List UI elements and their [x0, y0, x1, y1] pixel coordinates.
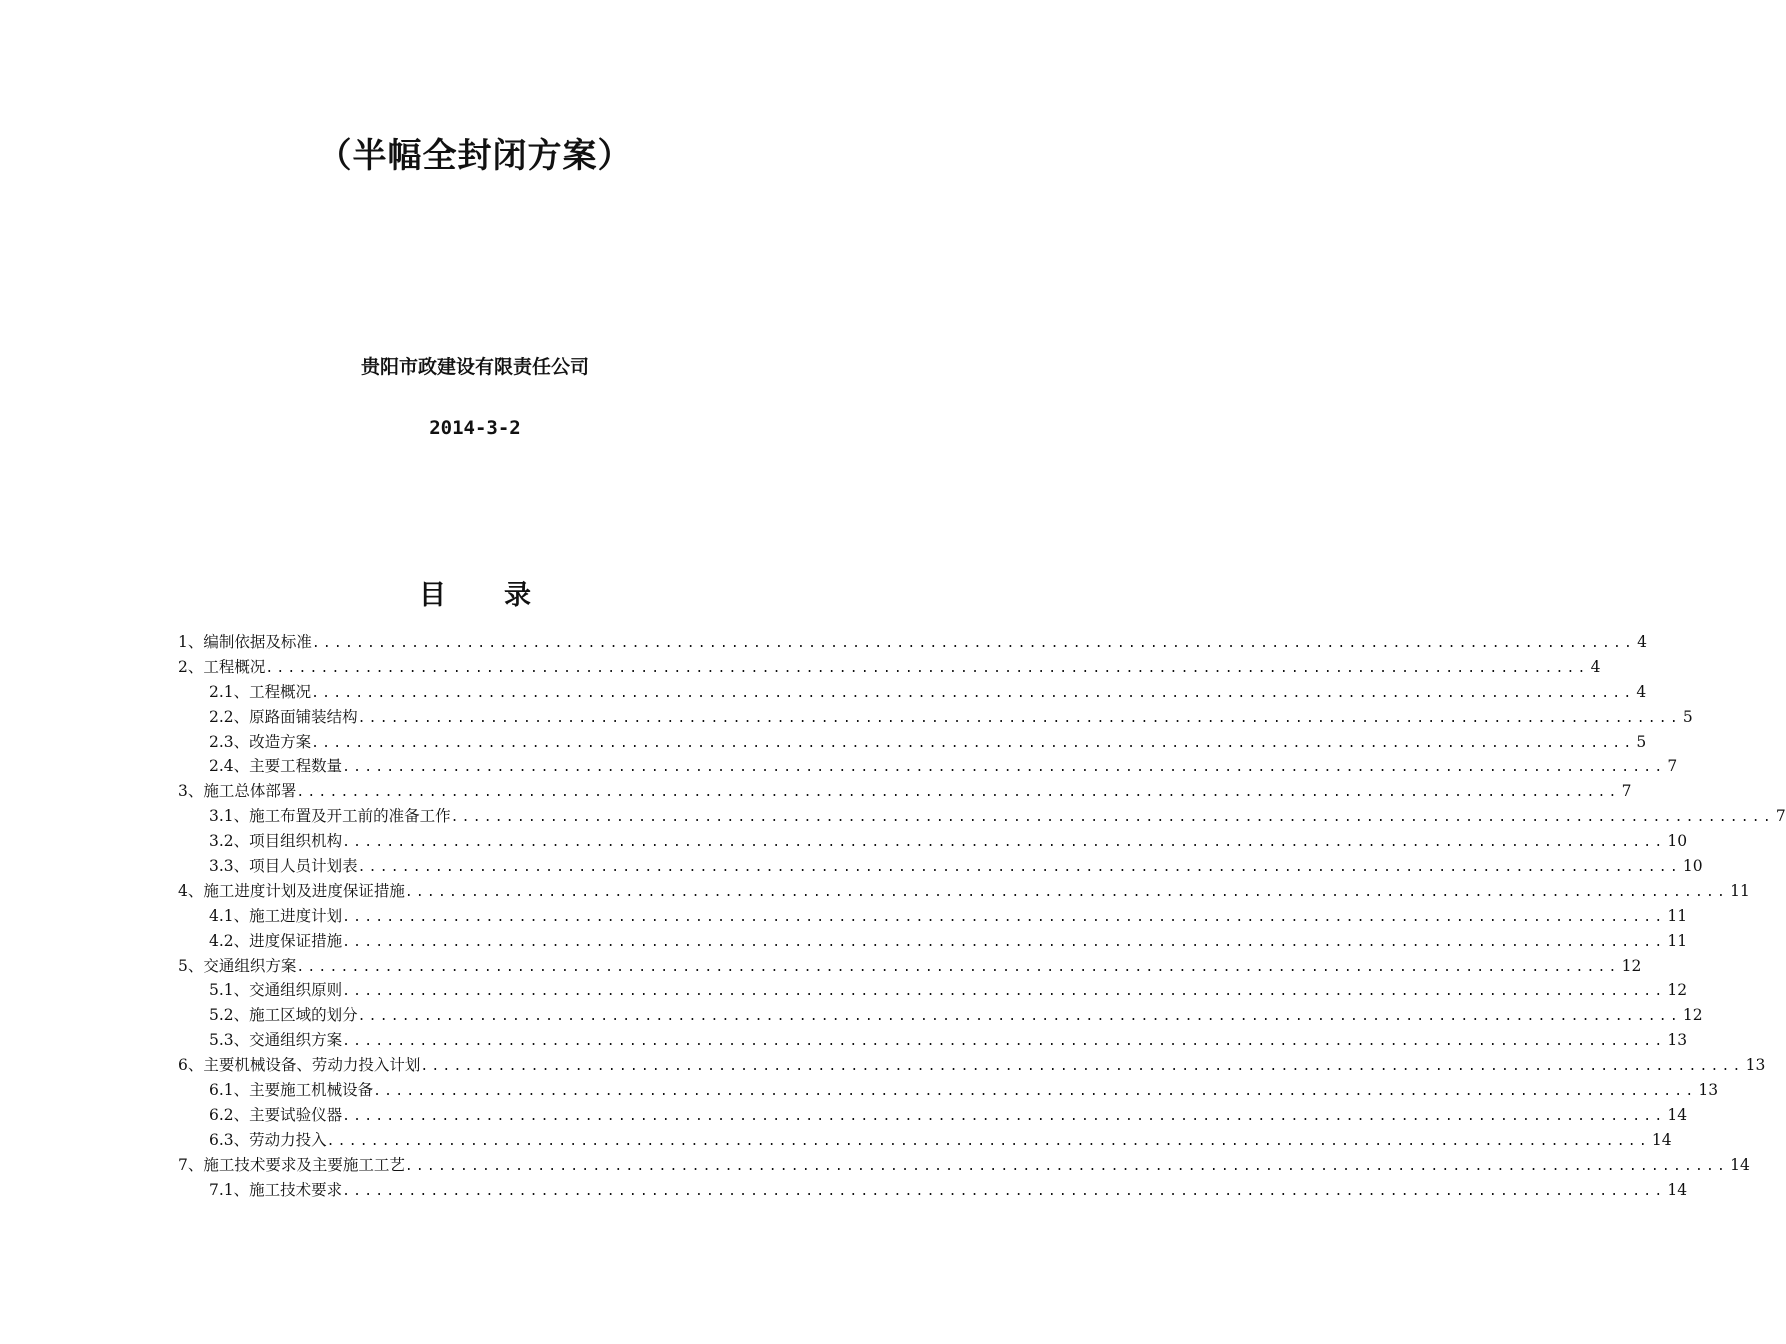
toc-dot-leader: ........................................................................................................................ [342, 909, 1666, 925]
toc-entry-page: 11 [1730, 881, 1750, 900]
toc-heading-right: 录 [504, 580, 531, 611]
toc-entry-page: 7 [1667, 757, 1678, 776]
table-of-contents [178, 630, 1786, 1202]
document-title: （半幅全封闭方案） [317, 136, 633, 176]
toc-entry[interactable] [178, 929, 1688, 954]
toc-entry-page: 10 [1667, 832, 1688, 851]
toc-dot-leader: ........................................................................................................................ [342, 760, 1666, 776]
toc-entry-page: 5 [1636, 732, 1647, 751]
toc-entry-label: 6.1、主要施工机械设备 [209, 1081, 374, 1100]
toc-entry[interactable] [178, 754, 1678, 779]
toc-entry[interactable] [178, 680, 1647, 705]
toc-dot-leader: ........................................................................................................................ [342, 934, 1666, 950]
toc-entry-page: 13 [1745, 1056, 1766, 1075]
toc-dot-leader: ........................................................................................................................ [357, 1009, 1681, 1025]
toc-entry-page: 14 [1730, 1155, 1750, 1174]
toc-dot-leader: ........................................................................................................................ [404, 1158, 1729, 1174]
toc-entry[interactable] [178, 978, 1688, 1003]
toc-entry-label: 2.3、改造方案 [209, 732, 312, 751]
toc-dot-leader: ........................................................................................................................ [450, 810, 1774, 826]
company-name: 贵阳市政建设有限责任公司 [360, 356, 589, 378]
toc-dot-leader: ........................................................................................................................ [342, 1034, 1666, 1050]
toc-dot-leader: ........................................................................................................................ [420, 1059, 1744, 1075]
toc-entry-page: 14 [1651, 1130, 1672, 1149]
toc-dot-leader: ........................................................................................................................ [404, 884, 1729, 900]
toc-entry-page: 4 [1590, 657, 1601, 676]
toc-entry[interactable] [178, 1053, 1766, 1078]
toc-dot-leader: ........................................................................................................................ [357, 710, 1681, 726]
toc-entry-label: 2、工程概况 [178, 657, 266, 676]
toc-entry[interactable] [178, 904, 1688, 929]
toc-entry-label: 3.2、项目组织机构 [209, 832, 343, 851]
toc-entry[interactable] [178, 804, 1786, 829]
toc-entry[interactable] [178, 655, 1601, 680]
toc-dot-leader: ........................................................................................................................ [373, 1084, 1697, 1100]
toc-entry[interactable] [178, 779, 1632, 804]
toc-entry[interactable] [178, 730, 1647, 755]
toc-entry-page: 12 [1667, 981, 1688, 1000]
toc-entry-label: 1、编制依据及标准 [178, 633, 312, 651]
toc-dot-leader: ........................................................................................................................ [265, 660, 1589, 676]
toc-entry-label: 2.2、原路面铺装结构 [209, 707, 358, 726]
toc-entry-page: 12 [1682, 1006, 1703, 1025]
toc-entry[interactable] [178, 1178, 1688, 1203]
toc-entry-page: 4 [1636, 682, 1647, 701]
toc-entry-label: 6、主要机械设备、劳动力投入计划 [178, 1056, 421, 1075]
toc-heading-left: 目 [419, 580, 446, 611]
toc-entry-page: 14 [1667, 1105, 1688, 1124]
toc-entry-label: 5、交通组织方案 [178, 956, 297, 975]
toc-entry-label: 5.1、交通组织原则 [209, 981, 343, 1000]
toc-entry[interactable] [178, 1003, 1703, 1028]
toc-dot-leader: ........................................................................................................................ [342, 835, 1666, 851]
toc-entry-page: 14 [1667, 1180, 1688, 1199]
toc-dot-leader: ........................................................................................................................ [296, 959, 1620, 975]
toc-entry[interactable] [178, 1128, 1672, 1153]
toc-entry-label: 2.1、工程概况 [209, 682, 312, 701]
toc-entry-label: 3.1、施工布置及开工前的准备工作 [209, 807, 451, 826]
toc-entry[interactable] [178, 879, 1750, 904]
toc-entry-label: 4.1、施工进度计划 [209, 906, 343, 925]
toc-heading [0, 573, 950, 612]
toc-entry-label: 6.2、主要试验仪器 [209, 1105, 343, 1124]
toc-entry-label: 2.4、主要工程数量 [209, 757, 343, 776]
toc-dot-leader: ........................................................................................................................ [311, 735, 1635, 751]
toc-entry[interactable] [178, 1028, 1688, 1053]
toc-dot-leader: ........................................................................................................................ [296, 785, 1620, 801]
toc-entry-page: 13 [1667, 1031, 1688, 1050]
toc-dot-leader: ........................................................................................................................ [326, 1133, 1650, 1149]
toc-entry-label: 4.2、进度保证措施 [209, 931, 343, 950]
toc-entry-page: 7 [1621, 782, 1632, 801]
toc-entry[interactable] [178, 954, 1642, 979]
toc-entry[interactable] [178, 1078, 1719, 1103]
toc-entry-label: 5.2、施工区域的划分 [209, 1006, 358, 1025]
toc-dot-leader: ........................................................................................................................ [342, 1108, 1666, 1124]
toc-entry-page: 12 [1621, 956, 1642, 975]
toc-entry[interactable] [178, 1153, 1750, 1178]
toc-entry-label: 5.3、交通组织方案 [209, 1031, 343, 1050]
toc-entry[interactable] [178, 854, 1703, 879]
toc-entry-page: 4 [1637, 633, 1647, 651]
toc-dot-leader: ........................................................................................................................ [357, 860, 1681, 876]
toc-entry-label: 7.1、施工技术要求 [209, 1180, 343, 1199]
toc-dot-leader: ........................................................................................................................ [342, 984, 1666, 1000]
toc-entry-page: 5 [1682, 707, 1693, 726]
toc-entry-page: 7 [1775, 807, 1786, 826]
toc-dot-leader: ........................................................................................................................ [342, 1183, 1666, 1199]
toc-entry[interactable] [178, 630, 1647, 655]
toc-entry[interactable] [178, 1103, 1688, 1128]
toc-entry-label: 4、施工进度计划及进度保证措施 [178, 881, 405, 900]
toc-dot-leader: ........................................................................................................................ [311, 685, 1635, 701]
toc-entry-page: 10 [1682, 857, 1703, 876]
toc-entry-page: 11 [1667, 931, 1688, 950]
toc-dot-leader: ........................................................................................................................ [311, 636, 1636, 651]
toc-entry-label: 7、施工技术要求及主要施工工艺 [178, 1155, 405, 1174]
toc-entry-label: 6.3、劳动力投入 [209, 1130, 327, 1149]
toc-entry-label: 3、施工总体部署 [178, 782, 297, 801]
toc-entry[interactable] [178, 705, 1693, 730]
toc-entry-label: 3.3、项目人员计划表 [209, 857, 358, 876]
document-date: 2014-3-2 [429, 417, 521, 439]
toc-entry-page: 11 [1667, 906, 1688, 925]
toc-entry-page: 13 [1698, 1081, 1719, 1100]
toc-entry[interactable] [178, 829, 1688, 854]
